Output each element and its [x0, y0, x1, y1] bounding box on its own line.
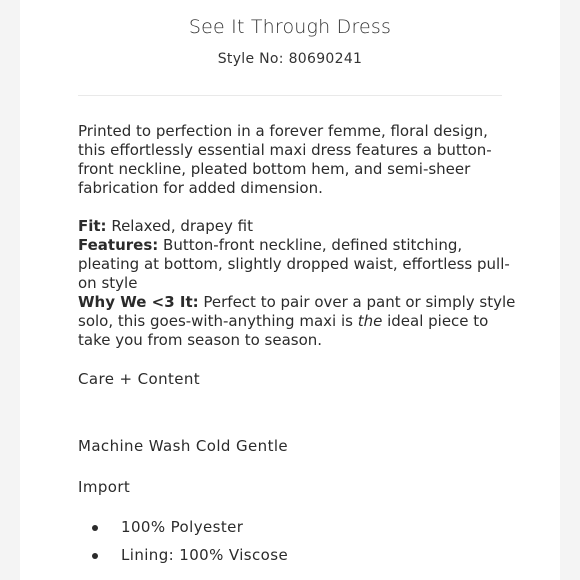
features-line	[78, 236, 518, 293]
fit-line	[78, 217, 518, 236]
bullet-icon	[92, 553, 98, 559]
product-specs	[78, 217, 518, 350]
bullet-icon	[92, 525, 98, 531]
product-title: See It Through Dress	[188, 16, 392, 38]
material-text: 100% Polyester	[121, 518, 244, 536]
why-we-love-it-emphasis: the	[357, 312, 383, 330]
materials-list	[78, 518, 518, 565]
fit-value: Relaxed, drapey fit	[106, 217, 253, 235]
why-we-love-it-line	[78, 293, 518, 350]
product-description: Printed to perfection in a forever femme, floral design, this effortlessly essential maxi dress features a button-front neckline, pleated bottom hem, and semi-sheer fabrication for added dimension.	[78, 122, 492, 197]
why-we-love-it-value: Perfect to pair over a pant or simply style solo, this goes-with-anything maxi is	[78, 293, 516, 330]
material-text: Lining: 100% Viscose	[121, 546, 289, 564]
origin-text: Import	[78, 478, 131, 496]
care-content-heading[interactable]: Care + Content	[78, 370, 201, 388]
features-value: Button-front neckline, defined stitching, pleating at bottom, slightly dropped waist, effortless pull-on style	[78, 236, 510, 292]
page-edge-left	[0, 0, 20, 580]
product-description-section	[78, 122, 518, 574]
why-we-love-it-label: Why We <3 It:	[78, 293, 199, 311]
fit-label: Fit:	[78, 217, 107, 235]
product-header	[0, 14, 580, 68]
list-item	[78, 546, 518, 565]
list-item	[78, 518, 518, 537]
header-divider	[78, 95, 502, 96]
features-label: Features:	[78, 236, 159, 254]
why-we-love-it-value-end: ideal piece to take you from season to season.	[78, 312, 489, 349]
style-number: Style No: 80690241	[217, 51, 363, 67]
wash-instructions: Machine Wash Cold Gentle	[78, 437, 289, 455]
page-edge-right	[560, 0, 580, 580]
